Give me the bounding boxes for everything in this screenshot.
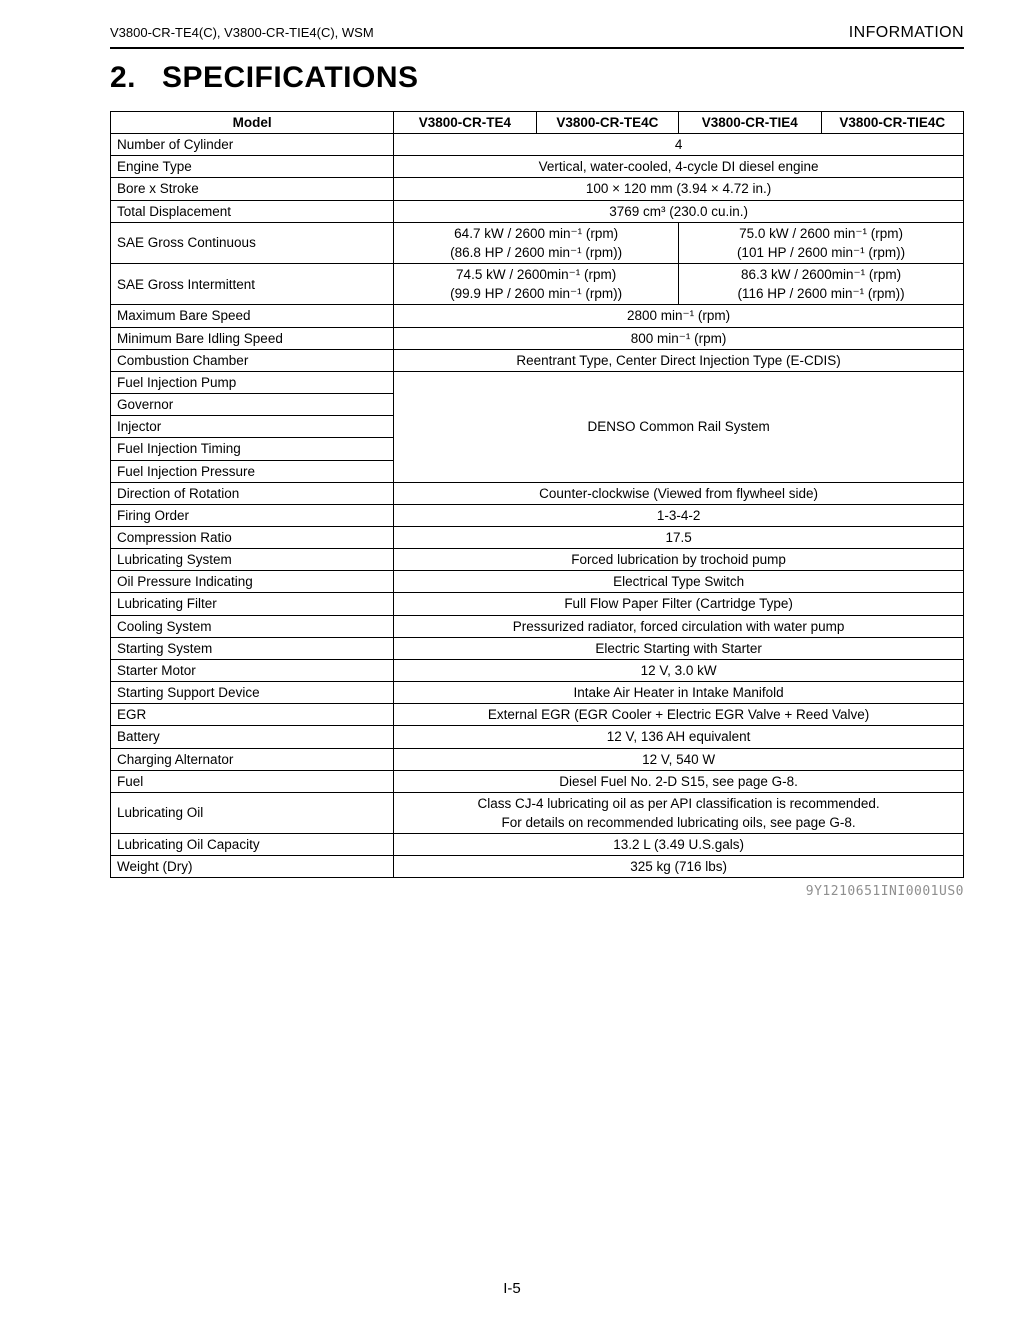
col-header-v3800-cr-tie4c: V3800-CR-TIE4C bbox=[821, 112, 963, 134]
row-bore-stroke bbox=[111, 178, 964, 200]
row-value: 3769 cm³ (230.0 cu.in.) bbox=[394, 200, 964, 222]
row-value: Pressurized radiator, forced circulation with water pump bbox=[394, 615, 964, 637]
row-value-te-models bbox=[394, 264, 679, 305]
row-battery bbox=[111, 726, 964, 748]
row-label: Bore x Stroke bbox=[111, 178, 394, 200]
page-title bbox=[110, 61, 964, 95]
col-header-model: Model bbox=[111, 112, 394, 134]
col-header-v3800-cr-tie4: V3800-CR-TIE4 bbox=[679, 112, 821, 134]
row-value: Vertical, water-cooled, 4-cycle DI diesel engine bbox=[394, 156, 964, 178]
row-label: Compression Ratio bbox=[111, 526, 394, 548]
row-value: 800 min⁻¹ (rpm) bbox=[394, 327, 964, 349]
row-label: Starting Support Device bbox=[111, 682, 394, 704]
row-direction-of-rotation bbox=[111, 482, 964, 504]
row-lubricating-filter bbox=[111, 593, 964, 615]
page-content bbox=[110, 24, 964, 899]
row-label: Total Displacement bbox=[111, 200, 394, 222]
row-label: Fuel Injection Timing bbox=[111, 438, 394, 460]
row-value: 12 V, 136 AH equivalent bbox=[394, 726, 964, 748]
row-starting-system bbox=[111, 637, 964, 659]
row-engine-type bbox=[111, 156, 964, 178]
row-label: SAE Gross Continuous bbox=[111, 222, 394, 263]
row-value: 17.5 bbox=[394, 526, 964, 548]
row-value: 12 V, 3.0 kW bbox=[394, 659, 964, 681]
row-value: 325 kg (716 lbs) bbox=[394, 856, 964, 878]
row-label: Number of Cylinder bbox=[111, 134, 394, 156]
value-line: 75.0 kW / 2600 min⁻¹ (rpm) bbox=[739, 225, 903, 241]
row-number-of-cylinder bbox=[111, 134, 964, 156]
value-line: 74.5 kW / 2600min⁻¹ (rpm) bbox=[456, 267, 617, 283]
row-cooling-system bbox=[111, 615, 964, 637]
row-minimum-bare-idling-speed bbox=[111, 327, 964, 349]
row-label: Maximum Bare Speed bbox=[111, 305, 394, 327]
value-line: Class CJ-4 lubricating oil as per API classification is recommended. bbox=[477, 795, 880, 811]
value-line: 86.3 kW / 2600min⁻¹ (rpm) bbox=[740, 267, 902, 283]
row-value: 1-3-4-2 bbox=[394, 504, 964, 526]
row-value: Forced lubrication by trochoid pump bbox=[394, 549, 964, 571]
page-number: I-5 bbox=[503, 1280, 521, 1297]
row-label: Combustion Chamber bbox=[111, 349, 394, 371]
col-header-v3800-cr-te4: V3800-CR-TE4 bbox=[394, 112, 536, 134]
row-label: Fuel Injection Pressure bbox=[111, 460, 394, 482]
row-value-te-models bbox=[394, 222, 679, 263]
row-label: Cooling System bbox=[111, 615, 394, 637]
row-label: Weight (Dry) bbox=[111, 856, 394, 878]
row-firing-order bbox=[111, 504, 964, 526]
row-value: Reentrant Type, Center Direct Injection Type (E-CDIS) bbox=[394, 349, 964, 371]
row-value: 100 × 120 mm (3.94 × 4.72 in.) bbox=[394, 178, 964, 200]
header-section-title: INFORMATION bbox=[848, 24, 964, 41]
title-section-number: 2. bbox=[110, 61, 137, 94]
row-maximum-bare-speed bbox=[111, 305, 964, 327]
row-combustion-chamber bbox=[111, 349, 964, 371]
row-value: Intake Air Heater in Intake Manifold bbox=[394, 682, 964, 704]
title-text: SPECIFICATIONS bbox=[162, 61, 419, 94]
page-header bbox=[110, 24, 964, 49]
row-value bbox=[394, 792, 964, 833]
row-label: Lubricating Filter bbox=[111, 593, 394, 615]
header-model-codes: V3800-CR-TE4(C), V3800-CR-TIE4(C), WSM bbox=[110, 25, 374, 40]
row-lubricating-oil bbox=[111, 792, 964, 833]
row-total-displacement bbox=[111, 200, 964, 222]
row-value: Full Flow Paper Filter (Cartridge Type) bbox=[394, 593, 964, 615]
row-lubricating-oil-capacity bbox=[111, 834, 964, 856]
row-label: Minimum Bare Idling Speed bbox=[111, 327, 394, 349]
row-weight-dry bbox=[111, 856, 964, 878]
row-value-tie-models bbox=[679, 264, 964, 305]
row-label: Battery bbox=[111, 726, 394, 748]
row-label: Engine Type bbox=[111, 156, 394, 178]
row-fuel bbox=[111, 770, 964, 792]
document-code: 9Y1210651INI0001US0 bbox=[805, 884, 964, 900]
row-label: Governor bbox=[111, 394, 394, 416]
row-label: EGR bbox=[111, 704, 394, 726]
row-label: Starter Motor bbox=[111, 659, 394, 681]
value-line: (116 HP / 2600 min⁻¹ (rpm)) bbox=[737, 286, 905, 302]
row-value: Electric Starting with Starter bbox=[394, 637, 964, 659]
row-value: Electrical Type Switch bbox=[394, 571, 964, 593]
row-value-tie-models bbox=[679, 222, 964, 263]
row-label: SAE Gross Intermittent bbox=[111, 264, 394, 305]
value-line: 64.7 kW / 2600 min⁻¹ (rpm) bbox=[454, 225, 619, 241]
row-egr bbox=[111, 704, 964, 726]
row-compression-ratio bbox=[111, 526, 964, 548]
row-label: Injector bbox=[111, 416, 394, 438]
row-label: Starting System bbox=[111, 637, 394, 659]
row-value: 12 V, 540 W bbox=[394, 748, 964, 770]
row-value: External EGR (EGR Cooler + Electric EGR Valve + Reed Valve) bbox=[394, 704, 964, 726]
row-label: Oil Pressure Indicating bbox=[111, 571, 394, 593]
row-label: Lubricating Oil Capacity bbox=[111, 834, 394, 856]
value-line: For details on recommended lubricating oils, see page G-8. bbox=[501, 815, 856, 830]
row-label: Fuel bbox=[111, 770, 394, 792]
value-line: (99.9 HP / 2600 min⁻¹ (rpm)) bbox=[450, 286, 623, 302]
row-value: Counter-clockwise (Viewed from flywheel side) bbox=[394, 482, 964, 504]
row-value: 13.2 L (3.49 U.S.gals) bbox=[394, 834, 964, 856]
row-sae-gross-intermittent bbox=[111, 264, 964, 305]
row-value-common-rail: DENSO Common Rail System bbox=[394, 371, 964, 482]
row-value: 2800 min⁻¹ (rpm) bbox=[394, 305, 964, 327]
row-label: Charging Alternator bbox=[111, 748, 394, 770]
row-fuel-injection-pump bbox=[111, 371, 964, 393]
value-line: (86.8 HP / 2600 min⁻¹ (rpm)) bbox=[450, 244, 623, 260]
row-label: Direction of Rotation bbox=[111, 482, 394, 504]
value-line: (101 HP / 2600 min⁻¹ (rpm)) bbox=[736, 244, 906, 260]
row-label: Firing Order bbox=[111, 504, 394, 526]
row-charging-alternator bbox=[111, 748, 964, 770]
col-header-v3800-cr-te4c: V3800-CR-TE4C bbox=[536, 112, 678, 134]
row-starter-motor bbox=[111, 659, 964, 681]
row-value: 4 bbox=[394, 134, 964, 156]
row-lubricating-system bbox=[111, 549, 964, 571]
row-value: Diesel Fuel No. 2-D S15, see page G-8. bbox=[394, 770, 964, 792]
row-label: Lubricating System bbox=[111, 549, 394, 571]
specifications-table bbox=[110, 111, 964, 878]
row-starting-support-device bbox=[111, 682, 964, 704]
row-sae-gross-continuous bbox=[111, 222, 964, 263]
row-label: Lubricating Oil bbox=[111, 792, 394, 833]
row-label: Fuel Injection Pump bbox=[111, 371, 394, 393]
row-oil-pressure-indicating bbox=[111, 571, 964, 593]
table-header-row bbox=[111, 112, 964, 134]
